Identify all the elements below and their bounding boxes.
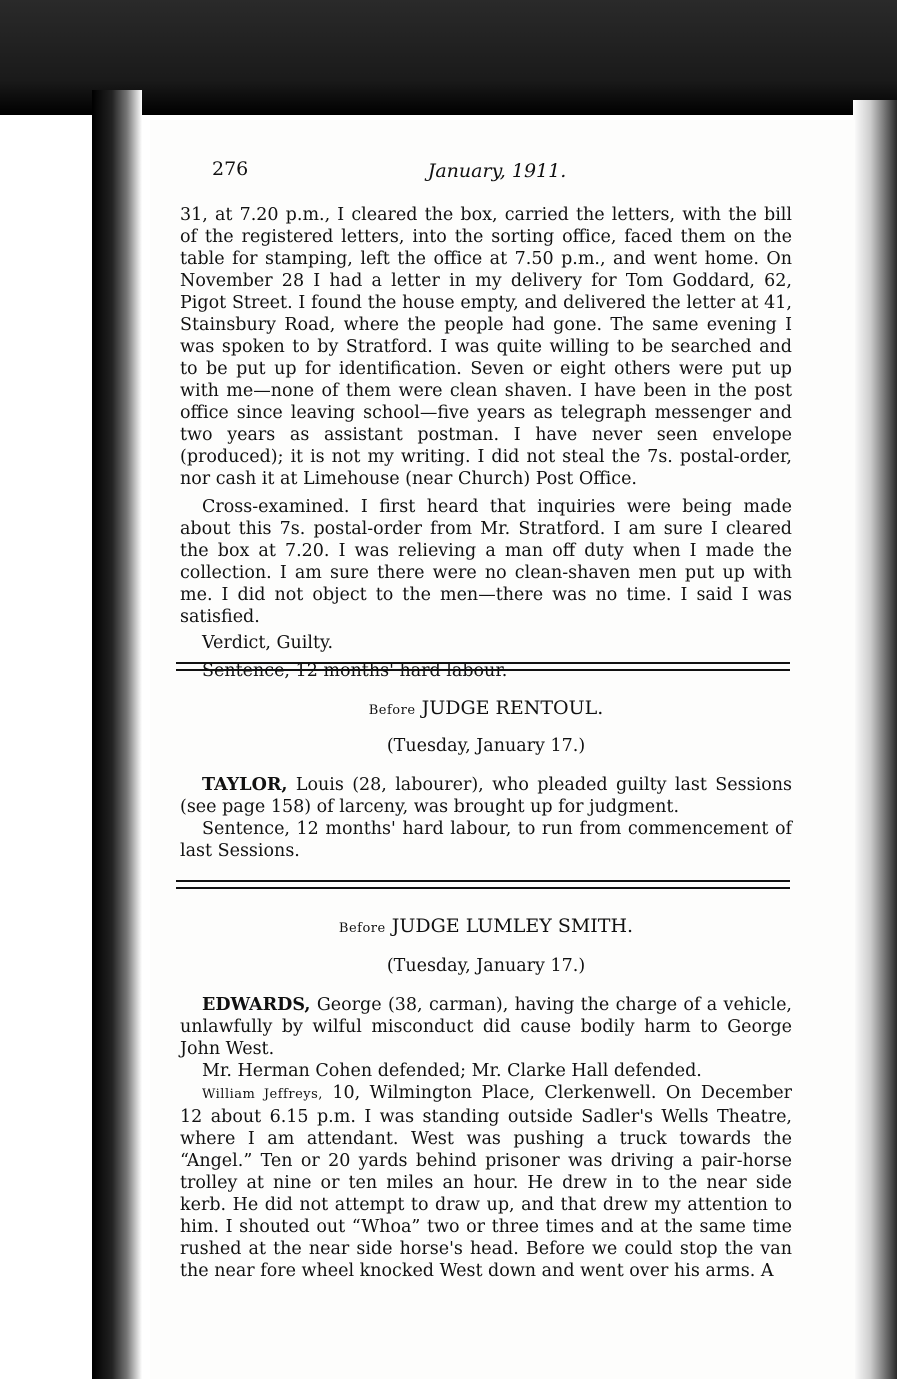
testimony-paragraph: 31, at 7.20 p.m., I cleared the box, carried the letters, with the bill of the registered letters, into the sorting office, faced them on the table for stamping, left the office at 7.50 p.m., and went home. On November 28 I had a letter in my delivery for Tom Goddard, 62, Pigot Street. I found the house empty, and delivered the letter at 41, Stainsbury Road, where the people had gone. The same evening I was spoken to by Stratford. I was quite willing to be searched and to be put up for identification. Seven or eight others were put up with me—none of them were clean shaven. I have been in the post office since leaving school—five years as telegraph messenger and two years as assistant postman. I have never seen envelope (produced); it is not my writing. I did not steal the 7s. postal-order, nor cash it at Limehouse (near Church) Post Office. (180, 205, 792, 489)
page-number: 276 (212, 158, 249, 180)
defendant-name: TAYLOR, (202, 775, 288, 795)
hearing-date: (Tuesday, January 17.) (386, 736, 586, 756)
testimony-block (180, 204, 792, 682)
case-paragraph: TAYLOR, Louis (28, labourer), who pleaded guilty last Sessions (see page 158) of larceny, was brought up for judgment. (180, 775, 792, 817)
book-gutter (92, 90, 142, 1379)
section-divider (176, 662, 790, 671)
sentence-paragraph: Sentence, 12 months' hard labour, to run from commencement of last Sessions. (180, 819, 792, 861)
case-block (180, 994, 792, 1282)
judge-heading: Before JUDGE LUMLEY SMITH. (338, 915, 634, 937)
charge-paragraph: EDWARDS, George (38, carman), having the charge of a vehicle, unlawfully by wilful misconduct did cause bodily harm to George John West. (180, 995, 792, 1059)
running-head: January, 1911. (427, 160, 567, 182)
hearing-date: (Tuesday, January 17.) (386, 956, 586, 976)
case-block (180, 774, 792, 862)
verdict-line: Verdict, Guilty. (202, 633, 334, 653)
page-header (212, 158, 782, 188)
cross-examination-paragraph: Cross-examined. I first heard that inquiries were being made about this 7s. postal-order from Mr. Stratford. I am sure I cleared the box at 7.20. I was relieving a man off duty when I made the collection. I am sure there were no clean-shaven men put up with me. I did not object to the men—there was no time. I said I was satisfied. (180, 497, 792, 627)
sentence-line: Sentence, 12 months' hard labour. (202, 661, 508, 681)
counsel-paragraph: Mr. Herman Cohen defended; Mr. Clarke Hall defended. (202, 1061, 702, 1081)
defendant-name: EDWARDS, (202, 995, 311, 1015)
section-divider (176, 880, 790, 889)
witness-paragraph: William Jeffreys, 10, Wilmington Place, Clerkenwell. On December 12 about 6.15 p.m. I was standing outside Sadler's Wells Theatre, where I am attendant. West was pushing a truck towards the “Angel.” Ten or 20 yards behind prisoner was driving a pair-horse trolley at nine or ten miles an hour. He drew in to the near side kerb. He did not attempt to draw up, and that drew my attention to him. I shouted out “Whoa” two or three times and at the same time rushed at the near side horse's head. Before we could stop the van the near fore wheel knocked West down and went over his arms. A (180, 1083, 792, 1281)
book-right-edge (853, 100, 897, 1379)
judge-heading: Before JUDGE RENTOUL. (368, 697, 604, 719)
witness-name: William Jeffreys, (202, 1087, 323, 1102)
